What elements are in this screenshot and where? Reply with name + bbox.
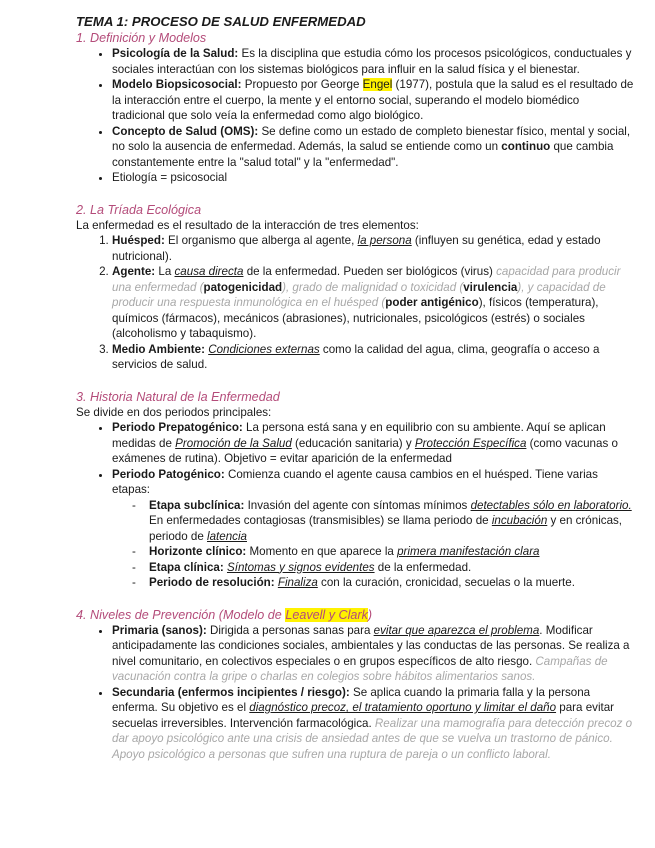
section-intro (76, 218, 635, 234)
list-item (112, 233, 635, 264)
list-item (112, 623, 635, 685)
list-item (112, 264, 635, 342)
text-run: Dirigida a personas sanas para (206, 623, 374, 637)
text-run: (influyen su genética, edad y estado nutricional). (112, 234, 601, 263)
section-spacer (76, 186, 635, 202)
bold-term: Periodo Prepatogénico: (112, 421, 243, 434)
underlined-term: Protección Específica (414, 436, 527, 450)
text-run: En enfermedades contagiosas (transmisibles) se llama periodo de (149, 514, 492, 527)
list-item (112, 420, 635, 467)
bold-term: Etapa subclínica: (149, 498, 245, 512)
grey-annotation: ), y capacidad de producir una respuesta inmunológica en el huésped ( (112, 280, 606, 309)
bold-term: Concepto de Salud (OMS): (112, 124, 259, 138)
text-run: . Modificar anticipadamente las condiciones sociales, ambientales y las conductas de las personas. Se realiza a nivel comunitario, en colectivos especiales o en grupos específicos de alto riesgo. (112, 623, 630, 668)
list-item (112, 685, 635, 763)
text-run: Se divide en dos periodos principales: (76, 405, 272, 419)
underlined-term: la persona (357, 234, 412, 247)
section-heading-s3 (76, 389, 635, 405)
text-run: Se define como un estado de completo bienestar físico, mental y social, no solo la ausencia de enfermedad. Además, la salud se entiende como un (112, 124, 631, 153)
underlined-term: latencia (207, 529, 247, 543)
bold-term: poder antigénico (385, 296, 479, 309)
text-run: La enfermedad es el resultado de la interacción de tres elementos: (76, 218, 419, 232)
text-run: que cambia constantemente entre la "salud total" y la "enfermedad". (112, 140, 614, 169)
text-run: Etiología = psicosocial (112, 171, 228, 184)
list-item (112, 46, 635, 77)
text-run: (como vacunas o exámenes de rutina). Objetivo = evitar aparición de la enfermedad (112, 436, 618, 465)
document-title: TEMA 1: PROCESO DE SALUD ENFERMEDAD (76, 14, 366, 29)
numbered-list (76, 233, 635, 373)
text-run: El organismo que alberga al agente, (164, 234, 358, 247)
list-item (112, 170, 635, 186)
list-item (112, 124, 635, 171)
bullet-list (76, 420, 635, 591)
grey-annotation: Campañas de vacunación contra la gripe o charlas en colegios sobre hábitos alimentarios sanos. (112, 654, 608, 683)
underlined-term: Finaliza (277, 576, 318, 589)
bold-term: virulencia (463, 280, 518, 294)
text-run: ), físicos (temperatura), químicos (fármacos), mecánicos (abrasiones), nutricionales, psicológicos (estrés) o sociales (alcoholismo y tabaquismo). (112, 296, 599, 340)
text-run: para evitar secuelas irreversibles. Intervención farmacológica. (112, 701, 615, 730)
section-intro (76, 405, 635, 421)
bold-term: continuo (501, 140, 551, 153)
underlined-term: causa directa (174, 265, 244, 278)
text-run: Es la disciplina que estudia cómo los procesos psicológicos, conductuales y sociales interactúan con los sistemas biológicos para influir en la salud física y el bienestar. (112, 47, 632, 76)
underlined-term: detectables sólo en laboratorio. (470, 498, 632, 512)
underlined-term: diagnóstico precoz, el tratamiento oportuno y limitar el daño (249, 701, 557, 714)
section-heading-s4 (76, 607, 635, 623)
underlined-term: primera manifestación clara (397, 545, 540, 558)
highlighted-term: Engel (362, 78, 393, 91)
text-run: de la enfermedad. (374, 560, 472, 574)
text-run: Invasión del agente con síntomas mínimos (244, 498, 471, 512)
underlined-term: incubación (491, 514, 548, 527)
text-run: y en crónicas, periodo de (149, 514, 623, 543)
text-run: ) (367, 607, 373, 622)
sub-list (112, 498, 635, 591)
sub-list-item (149, 575, 635, 591)
bold-term: Horizonte clínico: (149, 545, 247, 558)
section-heading-s1 (76, 30, 635, 46)
bold-term: Etapa clínica: (149, 560, 224, 574)
text-run: La (155, 265, 175, 278)
text-run: Momento en que aparece la (246, 545, 398, 558)
grey-annotation: ), grado de malignidad o toxicidad ( (282, 280, 464, 294)
underlined-term: Condiciones externas (208, 342, 320, 356)
underlined-term: evitar que aparezca el problema (373, 623, 540, 637)
text-run: (educación sanitaria) y (291, 436, 415, 450)
bullet-list (76, 623, 635, 763)
list-item (112, 342, 635, 373)
bold-term: Medio Ambiente: (112, 342, 205, 356)
section-spacer (76, 591, 635, 607)
highlighted-term: Leavell y Clark (285, 607, 368, 622)
bold-term: Periodo Patogénico: (112, 467, 225, 481)
bold-term: Periodo de resolución: (149, 576, 275, 589)
sub-list-item (149, 560, 635, 576)
sub-list-item (149, 544, 635, 560)
sub-list-item (149, 498, 635, 545)
bold-term: Psicología de la Salud: (112, 47, 239, 60)
bold-term: Primaria (sanos): (112, 623, 207, 637)
document-body (76, 30, 635, 762)
list-item (112, 467, 635, 591)
section-heading-s2 (76, 202, 635, 218)
text-run: de la enfermedad. Pueden ser biológicos (virus) (243, 265, 497, 278)
text-run: 4. Niveles de Prevención (Modelo de (76, 607, 286, 622)
text-run: Propuesto por George (241, 78, 363, 91)
section-spacer (76, 373, 635, 389)
text-run: Se aplica cuando la primaria falla y la persona enferma. Su objetivo es el (112, 685, 591, 714)
bold-term: Secundaria (enfermos incipientes / riesgo): (112, 685, 350, 699)
text-run: 2. La Tríada Ecológica (76, 202, 202, 217)
text-run: 1. Definición y Modelos (76, 31, 207, 45)
underlined-term: Promoción de la Salud (175, 436, 292, 450)
grey-annotation: Realizar una mamografía para detección precoz o dar apoyo psicológico ante una crisis de ansiedad antes de que se vuelva un trastorno de pánico. Apoyo psicológico a personas que sufren una ruptura de pareja o un conflicto laboral. (112, 716, 633, 761)
text-run: La persona está sana y en equilibrio con su ambiente. Aquí se aplican medidas de (112, 421, 606, 450)
bold-term: Modelo Biopsicosocial: (112, 78, 242, 91)
text-run: (1977), postula que la salud es el resultado de la interacción entre el cuerpo, la mente y el entorno social, superando el modelo biomédico tradicional que solo veía la enfermedad como algo biológico. (112, 78, 634, 122)
list-item (112, 77, 635, 124)
text-run: Comienza cuando el agente causa cambios en el huésped. Tiene varias etapas: (112, 467, 598, 496)
bold-term: Huésped: (112, 234, 165, 247)
bullet-list (76, 46, 635, 186)
bold-term: patogenicidad (203, 280, 283, 294)
text-run: 3. Historia Natural de la Enfermedad (76, 389, 280, 404)
text-run: con la curación, cronicidad, secuelas o la muerte. (317, 576, 575, 589)
grey-annotation: capacidad para producir una enfermedad ( (112, 265, 621, 294)
bold-term: Agente: (112, 265, 156, 278)
underlined-term: Síntomas y signos evidentes (226, 560, 375, 574)
text-run: como la calidad del agua, clima, geografía o acceso a servicios de salud. (112, 342, 600, 371)
